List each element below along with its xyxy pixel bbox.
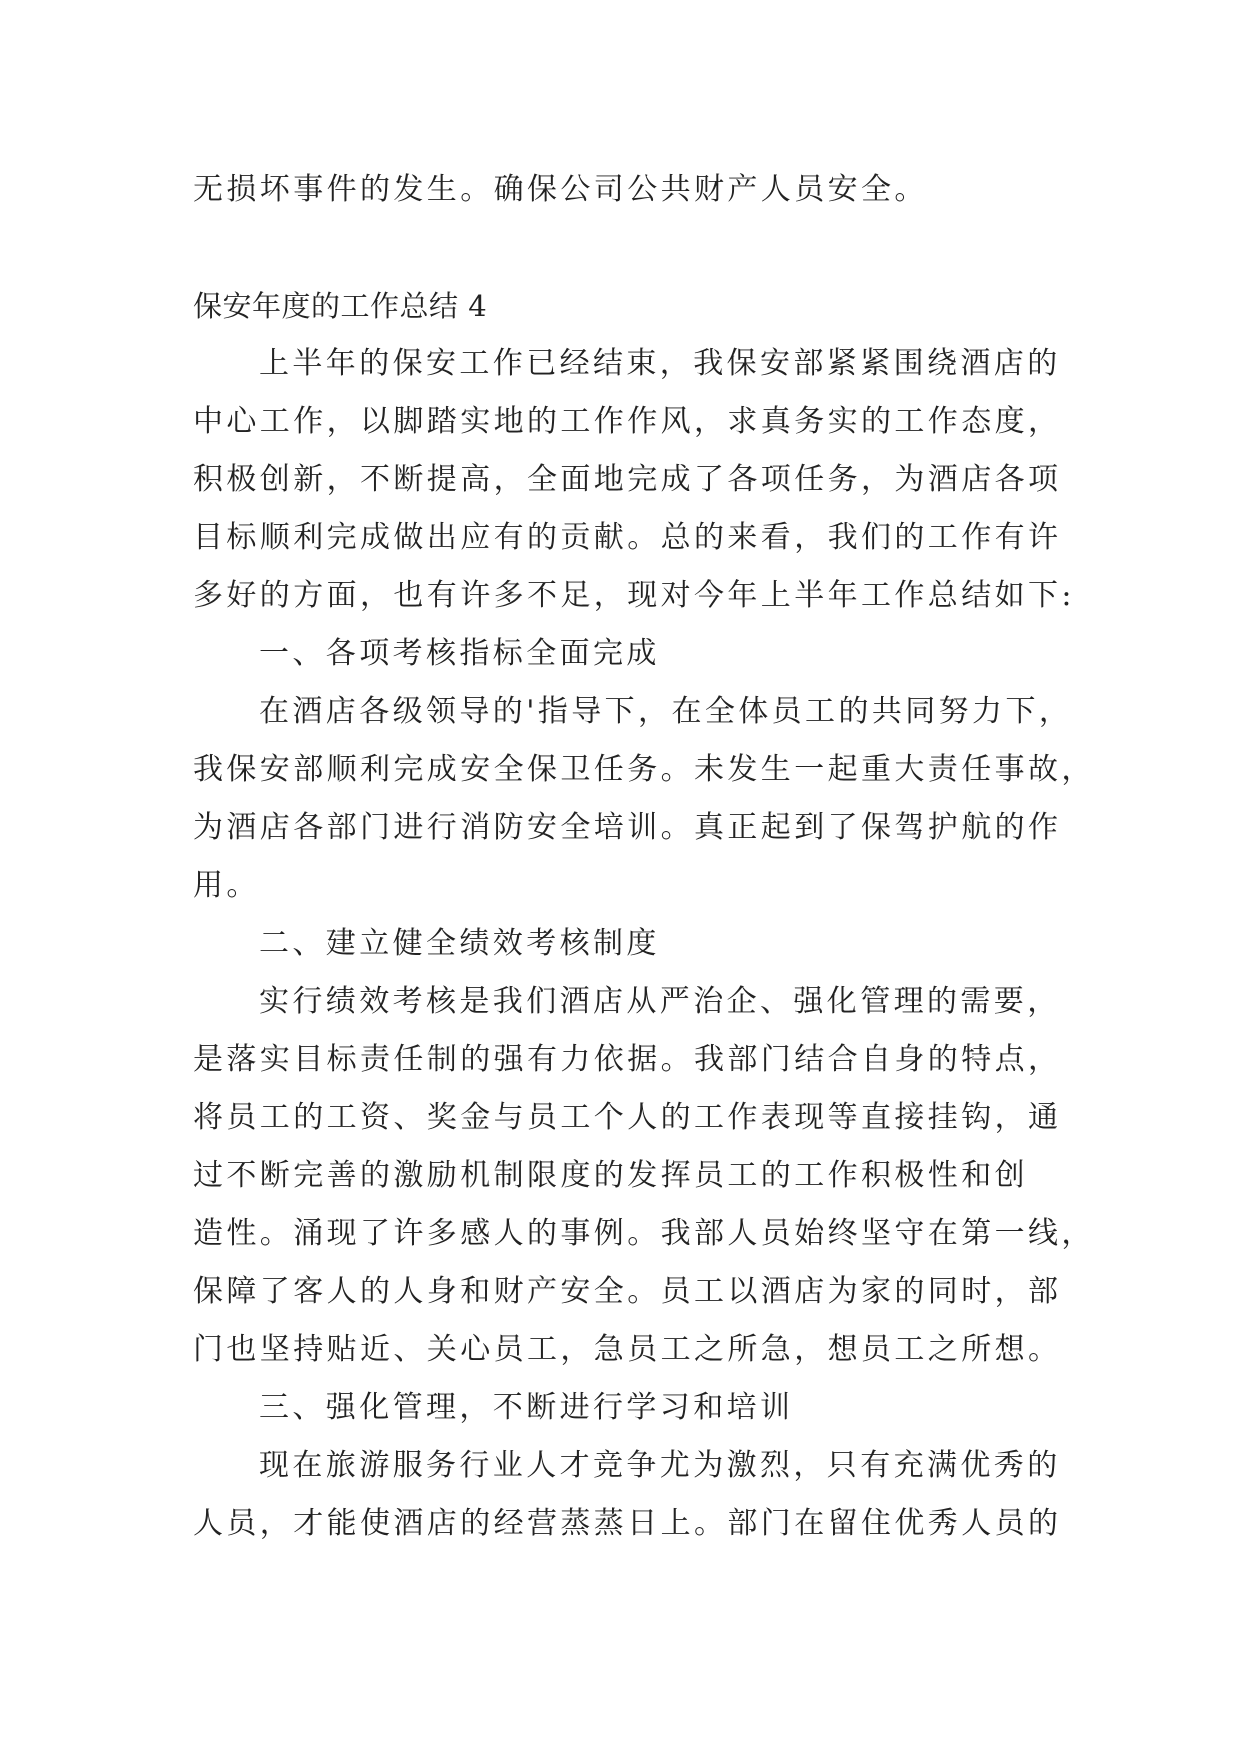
text-line: 多好的方面，也有许多不足，现对今年上半年工作总结如下: (193, 578, 1075, 613)
text-line: 中心工作，以脚踏实地的工作作风，求真务实的工作态度， (193, 404, 1062, 439)
document-body (193, 161, 1093, 1553)
text-line: 为酒店各部门进行消防安全培训。真正起到了保驾护航的作 (193, 810, 1062, 845)
text-line: 保障了客人的人身和财产安全。员工以酒店为家的同时，部 (193, 1274, 1062, 1309)
text-line: 过不断完善的激励机制限度的发挥员工的工作积极性和创 (193, 1158, 1028, 1193)
paragraph-first-line: 现在旅游服务行业人才竞争尤为激烈，只有充满优秀的 (259, 1448, 1061, 1483)
section-title: 保安年度的工作总结 4 (193, 289, 488, 323)
text-line: 我保安部顺利完成安全保卫任务。未发生一起重大责任事故， (193, 752, 1095, 787)
text-line: 无损坏事件的发生。确保公司公共财产人员安全。 (193, 172, 928, 207)
subheading-2: 二、建立健全绩效考核制度 (259, 926, 660, 961)
paragraph-first-line: 在酒店各级领导的'指导下，在全体员工的共同努力下， (259, 694, 1073, 729)
text-line: 积极创新，不断提高，全面地完成了各项任务，为酒店各项 (193, 462, 1062, 497)
text-line: 造性。涌现了许多感人的事例。我部人员始终坚守在第一线， (193, 1216, 1095, 1251)
text-line: 目标顺利完成做出应有的贡献。总的来看，我们的工作有许 (193, 520, 1062, 555)
text-line: 人员，才能使酒店的经营蒸蒸日上。部门在留住优秀人员的 (193, 1506, 1062, 1541)
subheading-1: 一、各项考核指标全面完成 (259, 636, 660, 671)
paragraph-first-line: 上半年的保安工作已经结束，我保安部紧紧围绕酒店的 (259, 346, 1061, 381)
text-line: 是落实目标责任制的强有力依据。我部门结合自身的特点， (193, 1042, 1062, 1077)
subheading-3: 三、强化管理，不断进行学习和培训 (259, 1390, 794, 1425)
text-line: 用。 (193, 868, 260, 903)
paragraph-first-line: 实行绩效考核是我们酒店从严治企、强化管理的需要， (259, 984, 1061, 1019)
text-line: 将员工的工资、奖金与员工个人的工作表现等直接挂钩，通 (193, 1100, 1062, 1135)
blank-line (193, 219, 1093, 277)
text-line: 门也坚持贴近、关心员工，急员工之所急，想员工之所想。 (193, 1332, 1062, 1367)
